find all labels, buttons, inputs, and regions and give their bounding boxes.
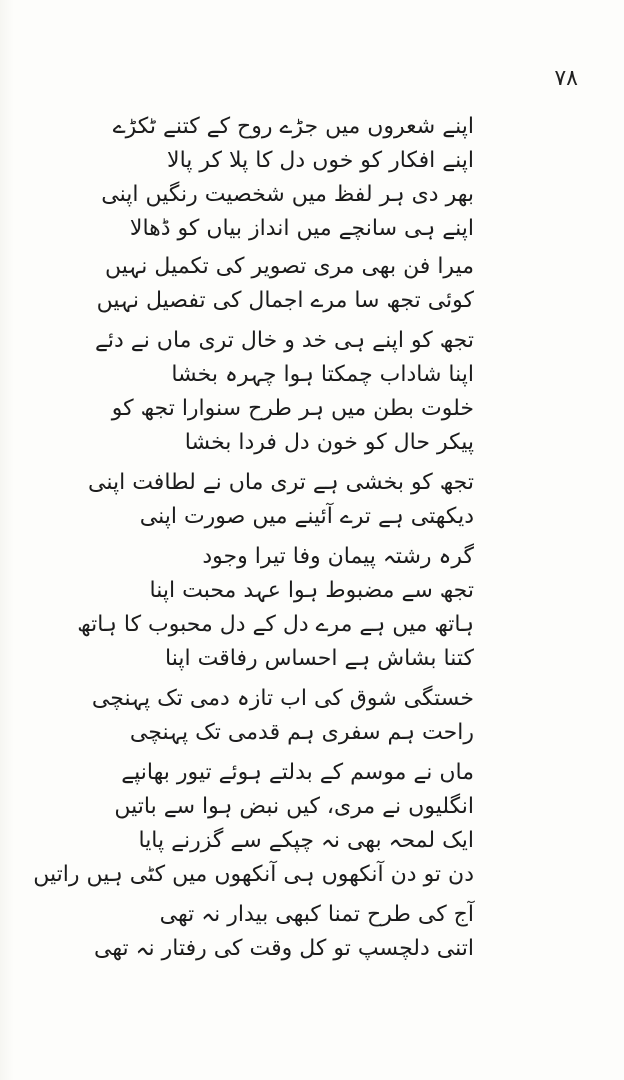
poem-line: دن تو دن آنکھوں ہی آنکھوں میں کٹی ہیں راتیں: [33, 862, 474, 887]
poem-line: ماں نے موسم کے بدلتے ہوئے تیور بھانپے: [121, 760, 474, 785]
poem-line: اپنے ہی سانچے میں انداز بیاں کو ڈھالا: [129, 216, 474, 241]
poem-line: تجھ سے مضبوط ہوا عہد محبت اپنا: [149, 578, 474, 603]
poem-line: ہاتھ میں ہے مرے دل کے دل محبوب کا ہاتھ: [77, 612, 474, 637]
poem-line: آج کی طرح تمنا کبھی بیدار نہ تھی: [159, 902, 474, 927]
poem-line: تجھ کو اپنے ہی خد و خال تری ماں نے دئے: [95, 328, 474, 353]
poem-line: ایک لمحہ بھی نہ چپکے سے گزرنے پایا: [138, 828, 474, 853]
poem-line: بھر دی ہر لفظ میں شخصیت رنگیں اپنی: [101, 182, 474, 207]
poem-line: تجھ کو بخشی ہے تری ماں نے لطافت اپنی: [88, 470, 474, 495]
poem-line: راحت ہم سفری ہم قدمی تک پہنچی: [129, 720, 474, 745]
poem-line: پیکر حال کو خون دل فردا بخشا: [184, 430, 474, 455]
poem-line: گرہ رشتہ پیمان وفا تیرا وجود: [202, 544, 474, 569]
poem-line: انگلیوں نے مری، کیں نبض ہوا سے باتیں: [114, 794, 474, 819]
poem-line: اتنی دلچسپ تو کل وقت کی رفتار نہ تھی: [94, 936, 474, 961]
poem-line: میرا فن بھی مری تصویر کی تکمیل نہیں: [105, 254, 474, 279]
poem-line: کوئی تجھ سا مرے اجمال کی تفصیل نہیں: [96, 288, 474, 313]
poem-line: اپنے افکار کو خوں دل کا پلا کر پالا: [167, 148, 474, 173]
poem-line: دیکھتی ہے ترے آئینے میں صورت اپنی: [139, 504, 474, 529]
poem-line: اپنے شعروں میں جڑے روح کے کتنے ٹکڑے: [112, 114, 474, 139]
page-number: ۷۸: [554, 66, 578, 91]
poem-line: خستگی شوق کی اب تازہ دمی تک پہنچی: [91, 686, 474, 711]
poem-line: اپنا شاداب چمکتا ہوا چہرہ بخشا: [171, 362, 474, 387]
poem-line: خلوت بطن میں ہر طرح سنوارا تجھ کو: [111, 396, 474, 421]
poem-line: کتنا بشاش ہے احساس رفاقت اپنا: [165, 646, 474, 671]
